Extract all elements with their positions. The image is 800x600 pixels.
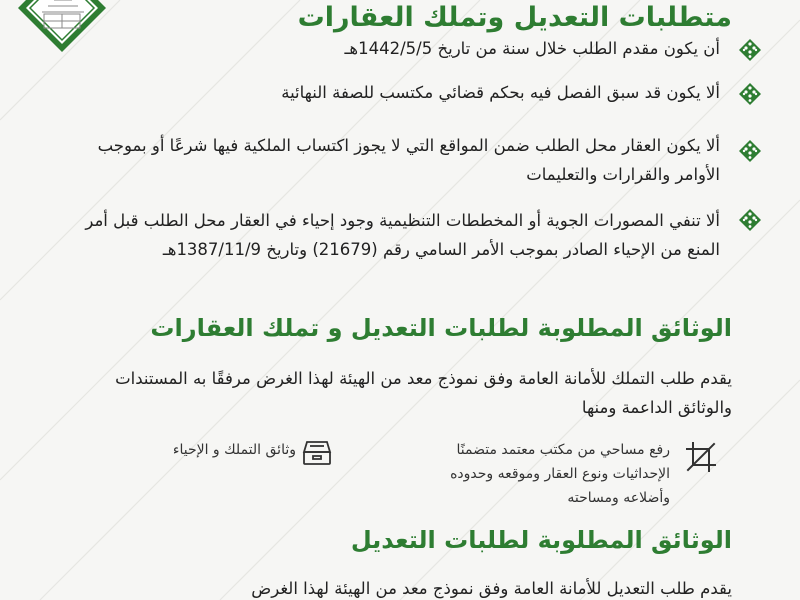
diamond-dots-icon <box>738 38 762 62</box>
section-heading: الوثائق المطلوبة لطلبات التعديل <box>350 526 732 554</box>
page-title: متطلبات التعديل وتملك العقارات <box>297 2 732 34</box>
condition-item <box>80 78 720 107</box>
condition-item <box>80 206 720 264</box>
condition-text: ألا يكون العقار محل الطلب ضمن المواقع التي لا يجوز اكتساب الملكية فيها شرعًا أو بموجب الأوامر والقرارات والتعليمات <box>97 136 720 184</box>
section-paragraph: يقدم طلب التملك للأمانة العامة وفق نموذج معد من الهيئة لهذا الغرض مرفقًا به المستندات والوثائق الداعمة ومنها <box>115 369 732 417</box>
document-survey-text: رفع مساحي من مكتب معتمد متضمنًا الإحداثيات ونوع العقار وموقعه وحدوده وأضلاعه ومساحته <box>450 442 670 506</box>
condition-item <box>80 34 720 63</box>
diamond-dots-icon <box>738 139 762 163</box>
archive-box-icon <box>300 436 334 470</box>
condition-text: أن يكون مقدم الطلب خلال سنة من تاريخ 1442/5/5هـ <box>344 39 720 58</box>
condition-text: ألا يكون قد سبق الفصل فيه بحكم قضائي مكتسب للصفة النهائية <box>281 83 720 102</box>
condition-text: ألا تنفي المصورات الجوية أو المخططات التنظيمية وجود إحياء في العقار محل الطلب قبل أمر المنع من الإحياء الصادر بموجب الأمر السامي رقم (21679) وتاريخ 1387/11/9هـ <box>85 211 720 259</box>
section-paragraph: يقدم طلب التعديل للأمانة العامة وفق نموذج معد من الهيئة لهذا الغرض <box>251 579 732 598</box>
section-heading: الوثائق المطلوبة لطلبات التعديل و تملك العقارات <box>150 314 732 342</box>
document-ownership-text: وثائق التملك و الإحياء <box>172 442 296 458</box>
diamond-dots-icon <box>738 82 762 106</box>
diamond-dots-icon <box>738 208 762 232</box>
crop-survey-icon <box>684 440 718 474</box>
condition-item <box>80 131 720 189</box>
